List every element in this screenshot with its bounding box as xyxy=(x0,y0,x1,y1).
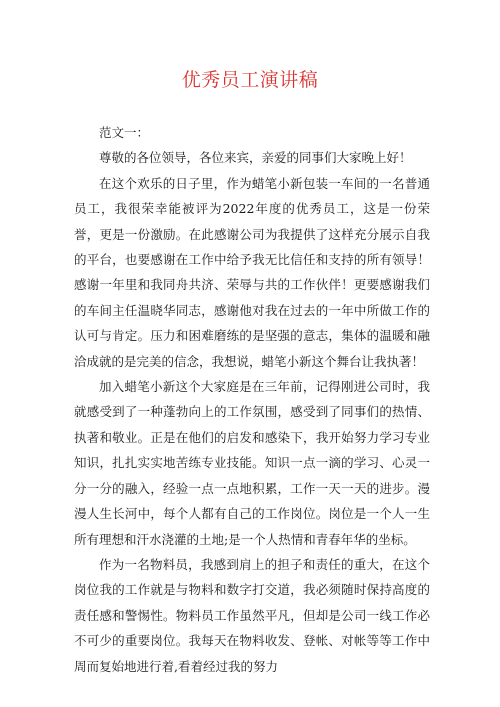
body-paragraph-3: 作为一名物料员，我感到肩上的担子和责任的重大，在这个岗位我的工作就是与物料和数字打交道，我必须随时保持高度的责任感和警惕性。物料员工作虽然平凡，但却是公司一线工作必不可少的重要岗位。我每天在物料收发、登帐、对帐等等工作中周而复始地进行着,看着经过我的努力 xyxy=(74,556,430,674)
section-label: 范文一： xyxy=(99,125,150,140)
document-title: 优秀员工演讲稿 xyxy=(181,69,319,91)
body-paragraph-2: 加入蜡笔小新这个大家庭是在三年前，记得刚进公司时，我就感受到了一种蓬勃向上的工作氛围，感受到了同事们的热情、执著和敬业。正是在他们的启发和感染下，我开始努力学习专业知识，扎扎实实地苦练专业技能。知识一点一滴的学习、心灵一分一分的融入，经验一点一点地积累，工作一天一天的进步。漫漫人生长河中，每个人都有自己的工作岗位。岗位是一个人一生所有理想和汗水浇灌的土地;是一个人热情和青春年华的坐标。 xyxy=(74,379,430,547)
body-paragraph-1: 在这个欢乐的日子里，作为蜡笔小新包装一车间的一名普通员工，我很荣幸能被评为2022年度的优秀员工，这是一份荣誉，更是一份激励。在此感谢公司为我提供了这样充分展示自我的平台，也要感谢在工作中给予我无比信任和支持的所有领导！感谢一年里和我同舟共济、荣辱与共的工作伙伴！更要感谢我们的车间主任温晓华同志，感谢他对我在过去的一年中所做工作的认可与肯定。压力和困难磨练的是坚强的意志，集体的温暖和融洽成就的是完美的信念，我想说，蜡笔小新这个舞台让我执著！ xyxy=(74,175,430,369)
greeting-paragraph: 尊敬的各位领导，各位来宾，亲爱的同事们大家晚上好！ xyxy=(99,150,412,166)
document-body xyxy=(74,120,430,679)
